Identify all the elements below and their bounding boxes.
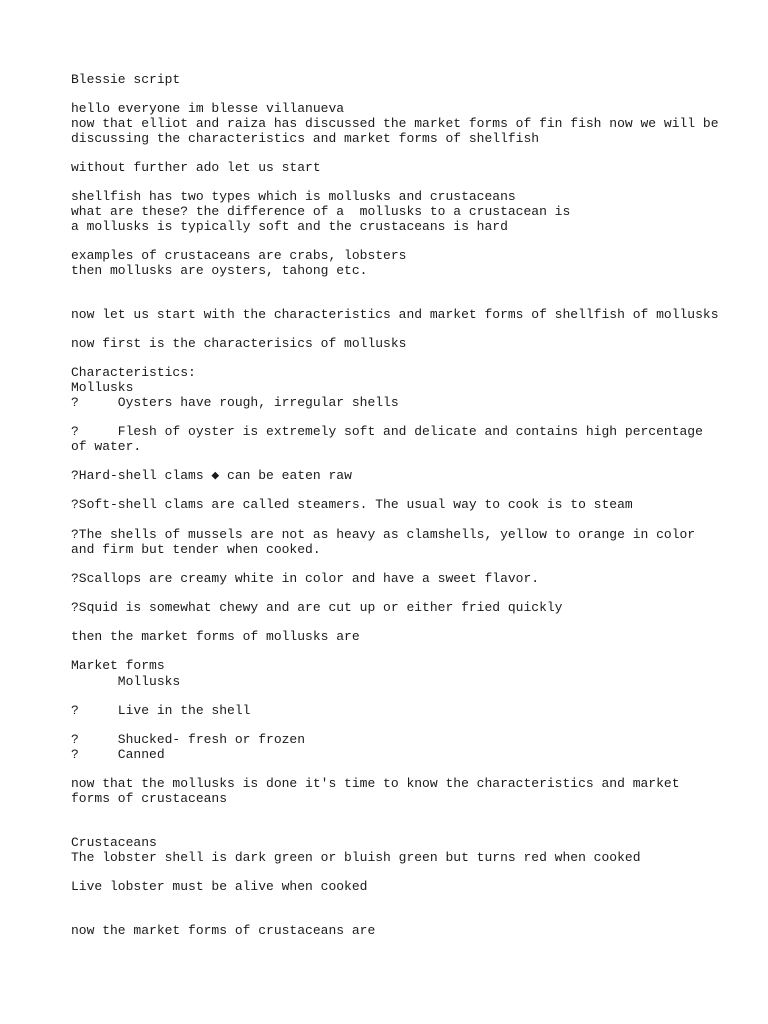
list-item: ? Oysters have rough, irregular shells bbox=[71, 395, 399, 410]
list-item: of water. bbox=[71, 439, 142, 454]
text-line: a mollusks is typically soft and the crustaceans is hard bbox=[71, 219, 508, 234]
text-line: now first is the characterisics of mollusks bbox=[71, 336, 407, 351]
text-line: now that elliot and raiza has discussed the market forms of fin fish now we will be bbox=[71, 116, 719, 131]
section-heading: Crustaceans bbox=[71, 835, 157, 850]
list-item: ?Squid is somewhat chewy and are cut up or either fried quickly bbox=[71, 600, 563, 615]
text-line: now the market forms of crustaceans are bbox=[71, 923, 376, 938]
text-line: The lobster shell is dark green or bluish green but turns red when cooked bbox=[71, 850, 641, 865]
list-item: ?Scallops are creamy white in color and have a sweet flavor. bbox=[71, 571, 540, 586]
text-line: hello everyone im blesse villanueva bbox=[71, 101, 345, 116]
list-item: ? Live in the shell bbox=[71, 703, 251, 718]
text-line: examples of crustaceans are crabs, lobsters bbox=[71, 248, 407, 263]
text-line: then mollusks are oysters, tahong etc. bbox=[71, 263, 368, 278]
doc-title: Blessie script bbox=[71, 72, 181, 87]
text-line: Live lobster must be alive when cooked bbox=[71, 879, 368, 894]
section-heading: Market forms bbox=[71, 658, 165, 673]
text-line: discussing the characteristics and market forms of shellfish bbox=[71, 131, 540, 146]
list-item: ?The shells of mussels are not as heavy as clamshells, yellow to orange in color bbox=[71, 527, 696, 542]
section-heading: Mollusks bbox=[71, 380, 134, 395]
list-item: ? Canned bbox=[71, 747, 165, 762]
section-heading: Characteristics: bbox=[71, 365, 196, 380]
list-item: and firm but tender when cooked. bbox=[71, 542, 321, 557]
text-line: now that the mollusks is done it's time to know the characteristics and market bbox=[71, 776, 680, 791]
list-item: ? Shucked- fresh or frozen bbox=[71, 732, 306, 747]
text-line: then the market forms of mollusks are bbox=[71, 629, 360, 644]
list-item: ?Soft-shell clams are called steamers. The usual way to cook is to steam bbox=[71, 497, 633, 512]
text-line: forms of crustaceans bbox=[71, 791, 228, 806]
section-heading: Mollusks bbox=[71, 674, 181, 689]
list-item: ?Hard-shell clams ◆ can be eaten raw bbox=[71, 468, 352, 483]
text-line: without further ado let us start bbox=[71, 160, 321, 175]
text-line: shellfish has two types which is mollusks and crustaceans bbox=[71, 189, 516, 204]
text-line: what are these? the difference of a mollusks to a crustacean is bbox=[71, 204, 571, 219]
list-item: ? Flesh of oyster is extremely soft and delicate and contains high percentage bbox=[71, 424, 703, 439]
text-line: now let us start with the characteristics and market forms of shellfish of mollusks bbox=[71, 307, 719, 322]
